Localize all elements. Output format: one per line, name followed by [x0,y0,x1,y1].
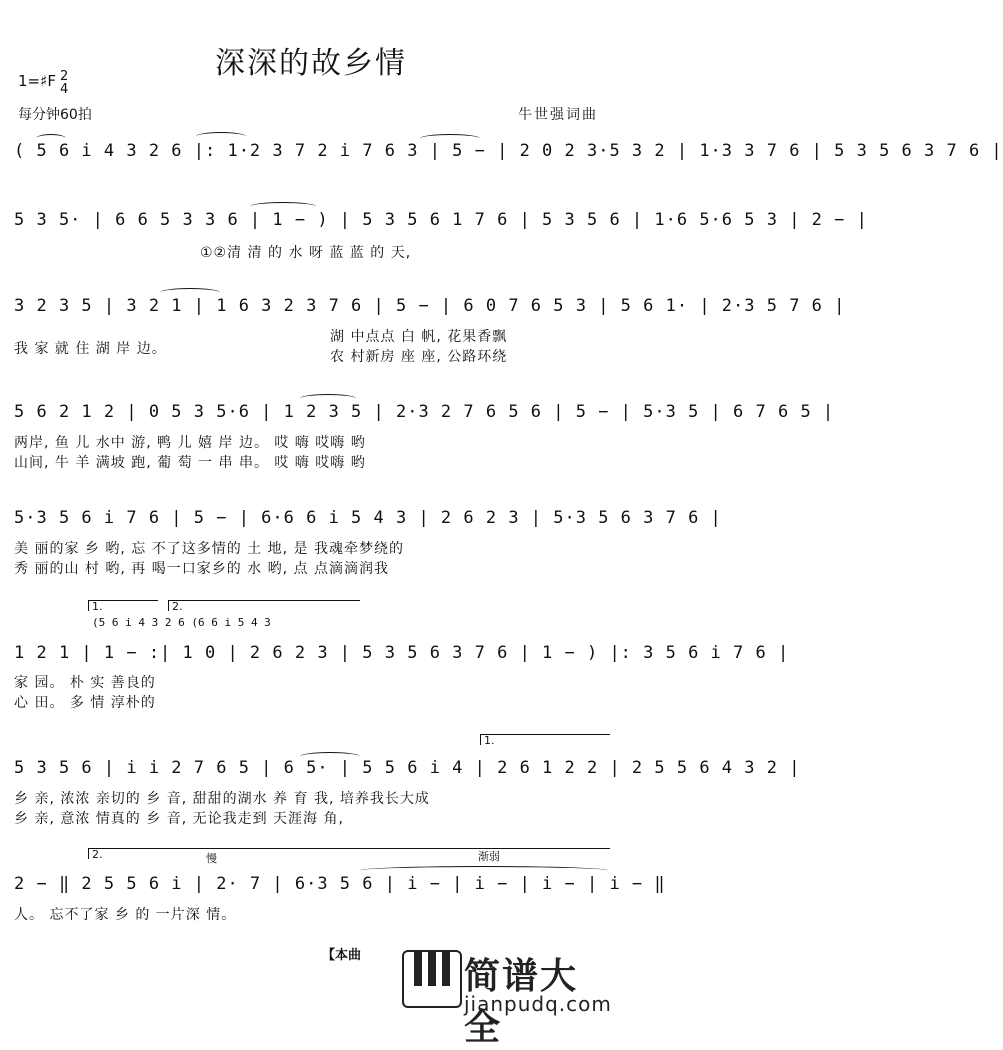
lyrics-row-8-line-1: 人。 忘不了家 乡 的 一片深 情。 [14,907,237,923]
dynamic-slow: 慢 [206,852,217,865]
volta-bracket-2: 2. [168,600,360,611]
lyrics-row-2-line-1: ①②清 清 的 水 呀 蓝 蓝 的 天, [200,245,412,261]
lyrics-row-3-line-1: 我 家 就 住 湖 岸 边。 [14,341,167,357]
notation-row-7: 5 3 5 6 | i i 2 7 6 5 | 6 5· | 5 5 6 i 4 | 2 6 1 2 2 | 2 5 5 6 4 3 2 | [14,758,801,778]
lyrics-row-7-line-2: 乡 亲, 意浓 情真的 乡 音, 无论我走到 天涯海 角, [14,811,344,827]
tie-mark [300,752,360,761]
lyrics-row-6-line-2: 心 田。 多 情 淳朴的 [14,695,156,711]
tie-mark [196,132,246,141]
tie-mark [420,134,480,143]
tempo-marking: 每分钟60拍 [18,107,92,123]
volta-bracket-1: 1. [88,600,158,611]
notation-row-2: 5 3 5· | 6 6 5 3 3 6 | 1 − ) | 5 3 5 6 1 7 6 | 5 3 5 6 | 1·6 5·6 5 3 | 2 − | [14,210,868,230]
lyrics-row-5-line-2: 秀 丽的山 村 哟, 再 喝一口家乡的 水 哟, 点 点滴滴润我 [14,561,389,577]
key-signature: 1=♯F [18,72,56,90]
page-title: 深深的故乡情 [215,46,407,81]
tie-mark [36,134,66,143]
dynamic-diminuendo: 渐弱 [478,850,500,863]
composer-credit: 牛世强词曲 [518,107,598,123]
volta-bracket-row7: 1. [480,734,610,745]
time-signature-top: 2 [60,69,69,84]
lyrics-row-7-line-1: 乡 亲, 浓浓 亲切的 乡 音, 甜甜的湖水 养 育 我, 培养我长大成 [14,791,430,807]
notation-row-1: ( 5 6 i 4 3 2 6 |: 1·2 3 7 2 i 7 6 3 | 5 − | 2 0 2 3·5 3 2 | 1·3 3 7 6 | 5 3 5 6 3 7 6 | [14,141,1003,161]
time-signature [60,70,68,96]
lyrics-row-4-line-1: 两岸, 鱼 儿 水中 游, 鸭 儿 嬉 岸 边。 哎 嗨 哎嗨 哟 [14,435,366,451]
tie-mark [300,394,356,403]
site-logo [402,950,614,1048]
notation-row-6: 1 2 1 | 1 − :| 1 0 | 2 6 2 3 | 5 3 5 6 3 7 6 | 1 − ) |: 3 5 6 i 7 6 | [14,643,790,663]
lyrics-row-3-line-3: 农 村新房 座 座, 公路环绕 [330,349,508,365]
piano-icon [402,950,462,1008]
lyrics-row-4-line-2: 山间, 牛 羊 满坡 跑, 葡 萄 一 串 串。 哎 嗨 哎嗨 哟 [14,455,366,471]
volta-bracket-row8: 2. [88,848,610,859]
tie-mark [250,202,316,211]
ossia-notes: (5 6 i 4 3 2 6 (6 6 i 5 4 3 [92,616,271,629]
notation-row-3: 3 2 3 5 | 3 2 1 | 1 6 3 2 3 7 6 | 5 − | 6 0 7 6 5 3 | 5 6 1· | 2·3 5 7 6 | [14,296,846,316]
lyrics-row-5-line-1: 美 丽的家 乡 哟, 忘 不了这多情的 土 地, 是 我魂牵梦绕的 [14,541,404,557]
footer-note: 【本曲 [322,948,362,963]
notation-row-4: 5 6 2 1 2 | 0 5 3 5·6 | 1 2 3 5 | 2·3 2 7 6 5 6 | 5 − | 5·3 5 | 6 7 6 5 | [14,402,835,422]
notation-row-5: 5·3 5 6 i 7 6 | 5 − | 6·6 6 i 5 4 3 | 2 6 2 3 | 5·3 5 6 3 7 6 | [14,508,722,528]
notation-row-8: 2 − ‖ 2 5 5 6 i | 2· 7 | 6·3 5 6 | i − | i − | i − | i − ‖ [14,874,666,894]
lyrics-row-3-line-2: 湖 中点点 白 帆, 花果香飘 [330,329,508,345]
time-signature-bottom: 4 [60,82,69,97]
tie-mark [160,288,220,297]
logo-url: jianpudq.com [464,992,612,1016]
tie-mark [360,866,608,875]
lyrics-row-6-line-1: 家 园。 朴 实 善良的 [14,675,156,691]
logo-text: 简谱大全 [464,956,579,1048]
